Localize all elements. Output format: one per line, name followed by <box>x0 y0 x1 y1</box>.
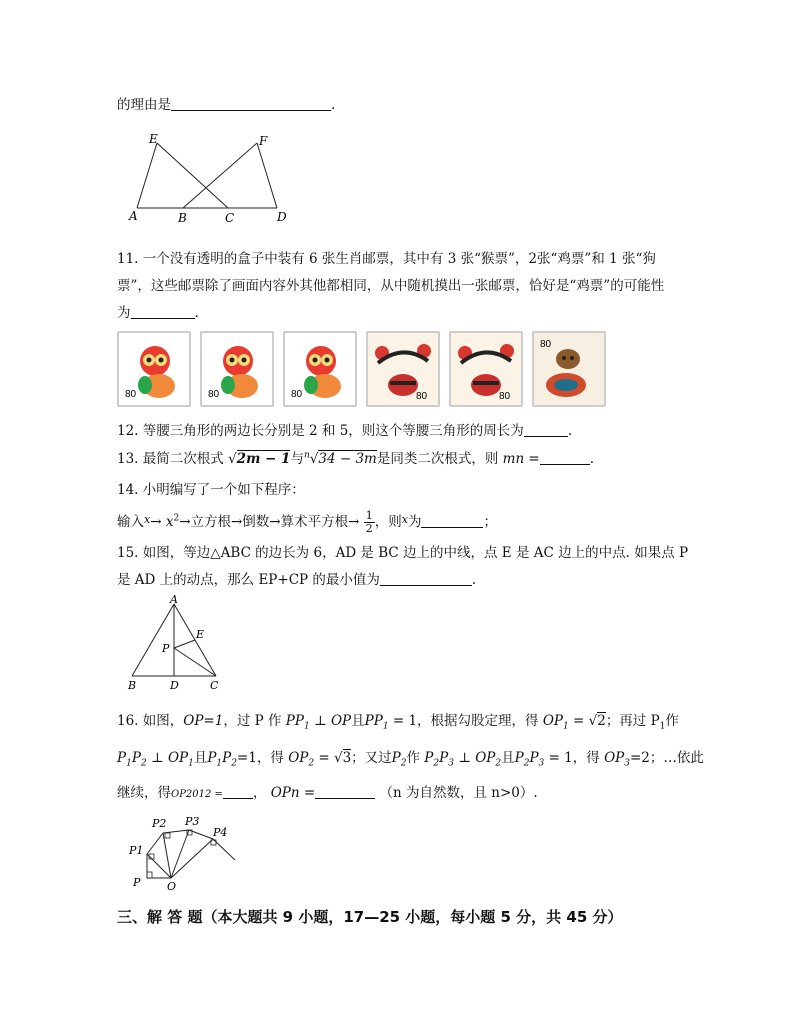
q16-opn: OPn = <box>270 785 316 801</box>
q14-arrow: → <box>150 514 162 530</box>
monkey-icon <box>202 333 272 405</box>
q11-end: . <box>194 305 199 321</box>
q16-l3c: （n 为自然数，且 n>0）. <box>379 785 538 801</box>
q14-input: 输入 <box>117 514 144 530</box>
q12-text: 12. 等腰三角形的两边长分别是 2 和 5，则这个等腰三角形的周长为 <box>117 423 524 439</box>
stamp-value: 80 <box>499 391 511 402</box>
q13-root-index: n <box>303 450 310 461</box>
q16-l3a: 继续，得 <box>117 785 171 801</box>
monkey-stamp <box>117 331 191 407</box>
label-d: D <box>277 210 287 224</box>
label-f: F <box>259 134 268 148</box>
q15-line2 <box>117 568 476 588</box>
q16-l3b: ， <box>252 785 267 801</box>
q12-end: . <box>567 423 573 439</box>
q16-line3 <box>117 781 538 801</box>
q15-line2-text: 是 AD 上的动点，那么 EP+CP 的最小值为 <box>117 572 380 588</box>
q14-fraction <box>364 510 375 535</box>
q10-end: . <box>331 97 336 113</box>
label-p: P <box>162 642 170 655</box>
stamp-value: 80 <box>125 389 137 400</box>
monkey-icon <box>285 333 355 405</box>
q16-line1: 16. 如图，OP=1，过 P 作 $PP_1$ ⊥ OP且$PP_1 = 1$，根据勾股定理，得 $OP_1 = √2$；再过 $P_1$作 <box>117 713 679 732</box>
q16-line2: $P_1P_2$ ⊥ $OP_1$且$P_1P_2=1$，得 $OP_2 = √3$；又过$P_2$作 $P_2P_3$ ⊥ $OP_2$且$P_2P_3 = 1$，得 $OP_3=2$；…依此 <box>117 750 704 769</box>
section-title: 三、解 答 题（本大题共 9 小题，17—25 小题，每小题 5 分，共 45 分） <box>117 908 623 926</box>
label-p3: P3 <box>185 815 200 828</box>
q15-line1: 15. 如图，等边△ABC 的边长为 6，AD 是 BC 边上的中线，点 E 是 AC 边上的中点. 如果点 P <box>117 545 689 561</box>
q16-l1d: ，根据勾股定理，得 <box>417 713 539 729</box>
q16-l2a: 且 <box>193 750 208 766</box>
label-p2: P2 <box>152 817 167 830</box>
q16-l1e: ；再过 P <box>605 713 660 729</box>
q16-answer-blank-2[interactable] <box>315 785 375 799</box>
label-c: C <box>210 679 219 692</box>
label-a: A <box>170 593 178 606</box>
q16-answer-blank-1[interactable] <box>223 785 253 799</box>
label-p1: P1 <box>129 844 144 857</box>
monkey-stamp <box>283 331 357 407</box>
stamp-value: 80 <box>540 339 552 350</box>
q16-l1b: ，过 P 作 <box>223 713 282 729</box>
label-a: A <box>129 209 138 223</box>
q13-radicand1: 2m − 1 <box>236 451 291 467</box>
q14-line1: 14. 小明编写了一个如下程序： <box>117 482 305 498</box>
q13-radicand2: 34 − 3m <box>318 451 377 467</box>
q11-line3-text: 为 <box>117 305 131 321</box>
sqrt-icon: √ <box>309 451 319 467</box>
stamp-value: 80 <box>416 391 428 402</box>
label-p: P <box>133 876 141 889</box>
rooster-icon <box>368 333 438 405</box>
figure-q15 <box>122 592 227 692</box>
figure-q10 <box>125 128 300 225</box>
q13-mid: 与 <box>290 451 304 467</box>
q16-l2e: 且 <box>501 750 515 766</box>
q16-op2012: OP2012 = <box>171 789 223 800</box>
q14-answer-blank[interactable] <box>421 514 483 528</box>
monkey-icon <box>119 333 189 405</box>
q16-l2b: ，得 <box>256 750 284 766</box>
label-p4: P4 <box>213 826 228 839</box>
q13-expr: mn = <box>502 451 540 467</box>
stamp-value: 80 <box>291 389 303 400</box>
stamp-value: 80 <box>208 389 220 400</box>
label-e: E <box>149 132 158 146</box>
q13-end: . <box>589 451 595 467</box>
rooster-stamp <box>366 331 440 407</box>
q16-l2g: ；…依此 <box>649 750 704 766</box>
q16-l2c: ；又过 <box>351 750 392 766</box>
q16-l2d: 作 <box>406 750 420 766</box>
q14-line2: 输入$^x\to x^2\to$立方根→倒数→算术平方根→ $\frac{1}{2}$ ，则$^x$为 ； <box>117 509 497 535</box>
q11-answer-blank[interactable] <box>131 305 195 319</box>
stamp-row <box>117 331 606 407</box>
q16-l2f: ，得 <box>572 750 600 766</box>
q13-suffix: 是同类二次根式，则 <box>376 451 499 467</box>
q14-var2: x <box>401 513 408 526</box>
q14-then: ，则 <box>374 514 402 530</box>
label-b: B <box>178 211 187 225</box>
q12-answer-blank[interactable] <box>524 423 568 437</box>
dog-stamp <box>532 331 606 407</box>
q10-tail <box>117 93 335 113</box>
q11-line2: 票”，这些邮票除了画面内容外其他都相同，从中随机摸出一张邮票，恰好是“鸡票”的可能性 <box>117 278 665 294</box>
q16-l1f: 作 <box>665 713 679 729</box>
fraction-num: 1 <box>365 509 373 522</box>
rooster-icon <box>451 333 521 405</box>
rooster-stamp <box>449 331 523 407</box>
q12 <box>117 419 572 439</box>
q13-prefix: 13. 最简二次根式 <box>117 451 224 467</box>
dog-icon <box>534 333 604 405</box>
figure-q16 <box>125 812 245 894</box>
q14-is: 为 <box>407 514 422 530</box>
q10-answer-blank[interactable] <box>171 97 331 111</box>
q14-var: x <box>144 513 151 526</box>
q16-l1a: 16. 如图， <box>117 713 184 729</box>
label-e: E <box>196 628 205 641</box>
label-o: O <box>167 880 177 893</box>
q11-line3 <box>117 301 199 321</box>
q14-chain: →立方根→倒数→算术平方根→ <box>179 514 360 530</box>
q13-answer-blank[interactable] <box>540 451 590 465</box>
q16-l1c: 且 <box>351 713 365 729</box>
label-d: D <box>170 679 179 692</box>
label-b: B <box>128 679 137 692</box>
q14-end: ； <box>483 514 497 530</box>
q10-text: 的理由是 <box>117 97 171 113</box>
fraction-den: 2 <box>365 522 373 535</box>
q14-sq-base: x <box>165 514 174 530</box>
q13 <box>117 447 594 467</box>
q15-answer-blank[interactable] <box>380 572 472 586</box>
q16-op1: OP=1 <box>183 713 224 729</box>
q11-line1: 11. 一个没有透明的盒子中装有 6 张生肖邮票，其中有 3 张“猴票”，2张“鸡票”和 1 张“狗 <box>117 251 656 267</box>
sqrt-icon: √ <box>228 451 237 467</box>
q15-end: . <box>471 572 477 588</box>
monkey-stamp <box>200 331 274 407</box>
label-c: C <box>225 211 235 225</box>
